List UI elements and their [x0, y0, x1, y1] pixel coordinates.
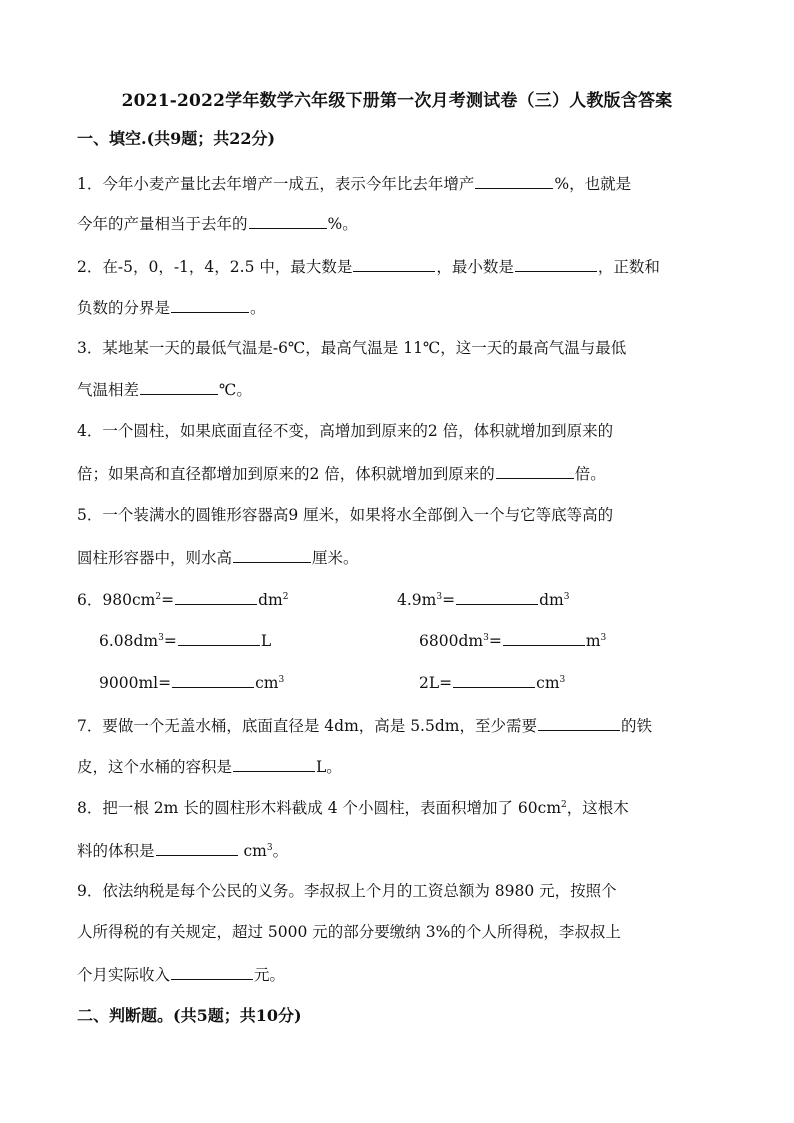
conversion-text: 6．980cm	[77, 591, 156, 609]
question-text: ，正数和	[597, 258, 660, 276]
question-5-line-1: 5．一个装满水的圆锥形容器高9 厘米，如果将水全部倒入一个与它等底等高的	[77, 506, 614, 524]
conversion-6800dm3	[419, 629, 606, 651]
question-text: 倍。	[574, 465, 606, 483]
question-text: ℃。	[219, 381, 252, 399]
question-1-line-2	[77, 212, 722, 234]
question-text: 圆柱形容器中，则水高	[77, 549, 233, 567]
conversion-4-9m3	[397, 588, 569, 610]
question-text: %。	[327, 215, 358, 233]
question-text: 7．要做一个无盖水桶，底面直径是 4dm，高是 5.5dm，至少需要	[77, 717, 537, 735]
conversion-text: 4.9m	[397, 591, 437, 609]
question-1-line-1	[77, 172, 722, 194]
superscript: 3	[563, 592, 570, 602]
question-text: 气温相差	[77, 381, 140, 399]
answer-blank[interactable]	[175, 588, 257, 605]
superscript: 3	[158, 633, 164, 643]
conversion-text: 9000ml	[99, 674, 159, 692]
question-3-line-1: 3．某地某一天的最低气温是-6℃，最高气温是 11℃，这一天的最高气温与最低	[77, 339, 627, 357]
question-text: 元。	[254, 966, 286, 984]
conversion-text: 2L	[419, 674, 440, 692]
superscript: 3	[266, 843, 273, 853]
question-text: 负数的分界是	[77, 299, 171, 317]
conversion-text: =	[158, 674, 172, 692]
question-text: 厘米。	[312, 549, 359, 567]
answer-blank[interactable]	[353, 255, 435, 272]
question-text: %，也就是	[554, 175, 632, 193]
question-9-line-2: 人所得税的有关规定，超过 5000 元的部分要缴纳 3%的个人所得税，李叔叔上	[77, 923, 621, 941]
question-text: 皮，这个水桶的容积是	[77, 758, 233, 776]
page-title: 2021-2022学年数学六年级下册第一次月考测试卷（三）人教版含答案	[121, 91, 673, 111]
question-3-line-2	[77, 378, 722, 400]
question-text: cm	[238, 842, 267, 860]
superscript: 3	[559, 675, 566, 685]
answer-blank[interactable]	[475, 172, 553, 189]
answer-blank[interactable]	[453, 671, 535, 688]
section-heading-fill-in: 一、填空.(共9题；共22分)	[77, 129, 276, 148]
question-text: 。	[272, 842, 289, 860]
answer-blank[interactable]	[496, 462, 574, 479]
question-5-line-2	[77, 546, 722, 568]
question-text: 2．在-5，0，-1，4，2.5 中，最大数是	[77, 258, 353, 276]
conversion-9000ml	[99, 671, 284, 693]
question-7-line-1	[77, 714, 722, 736]
question-text: 1．今年小麦产量比去年增产一成五，表示今年比去年增产	[77, 175, 475, 193]
conversion-text: =	[488, 632, 502, 650]
answer-blank[interactable]	[249, 212, 327, 229]
superscript: 2	[561, 800, 567, 810]
conversion-unit: cm	[536, 674, 560, 692]
conversion-unit: dm	[539, 591, 564, 609]
conversion-6-08dm3	[99, 629, 271, 651]
answer-blank[interactable]	[171, 963, 253, 980]
question-text: 的铁	[620, 717, 652, 735]
conversion-text: 6800dm	[419, 632, 484, 650]
question-9-line-3	[77, 963, 722, 985]
conversion-text: =	[161, 591, 175, 609]
answer-blank[interactable]	[538, 714, 620, 731]
answer-blank[interactable]	[140, 378, 218, 395]
conversion-unit: cm	[255, 674, 279, 692]
conversion-text: =	[163, 632, 177, 650]
question-8-line-2	[77, 839, 722, 861]
conversion-2l	[419, 671, 565, 693]
answer-blank[interactable]	[503, 629, 585, 646]
answer-blank[interactable]	[178, 629, 260, 646]
question-text: 倍；如果高和直径都增加到原来的2 倍，体积就增加到原来的	[77, 465, 495, 483]
question-text: 个月实际收入	[77, 966, 171, 984]
conversion-text: =	[439, 674, 453, 692]
answer-blank[interactable]	[233, 546, 311, 563]
question-text: ，最小数是	[436, 258, 514, 276]
answer-blank[interactable]	[172, 671, 254, 688]
question-text: 料的体积是	[77, 842, 155, 860]
conversion-980cm2	[77, 588, 288, 610]
question-text: 8．把一根 2m 长的圆柱形木料截成 4 个小圆柱，表面积增加了 60cm	[77, 799, 562, 817]
superscript: 2	[282, 592, 289, 602]
answer-blank[interactable]	[456, 588, 538, 605]
answer-blank[interactable]	[156, 839, 238, 856]
conversion-unit: dm	[258, 591, 283, 609]
answer-blank[interactable]	[171, 296, 249, 313]
question-text: ，这根木	[566, 799, 629, 817]
question-2-line-1	[77, 255, 722, 277]
superscript: 3	[436, 592, 443, 602]
question-text: L。	[316, 758, 342, 776]
question-9-line-1: 9．依法纳税是每个公民的义务。李叔叔上个月的工资总额为 8980 元，按照个	[77, 882, 617, 900]
conversion-text: =	[442, 591, 456, 609]
conversion-unit: L	[260, 632, 272, 650]
question-8-line-1	[77, 798, 722, 818]
answer-blank[interactable]	[515, 255, 597, 272]
question-4-line-1: 4．一个圆柱，如果底面直径不变，高增加到原来的2 倍，体积就增加到原来的	[77, 422, 614, 440]
answer-blank[interactable]	[233, 755, 315, 772]
conversion-unit: m	[585, 632, 601, 650]
superscript: 3	[278, 675, 285, 685]
superscript: 2	[155, 592, 162, 602]
section-heading-true-false: 二、判断题。(共5题；共10分)	[77, 1006, 302, 1025]
superscript: 3	[483, 633, 489, 643]
question-7-line-2	[77, 755, 722, 777]
question-4-line-2	[77, 462, 722, 484]
question-text: 今年的产量相当于去年的	[77, 215, 248, 233]
question-text: 。	[250, 299, 266, 317]
superscript: 3	[600, 633, 607, 643]
question-2-line-2	[77, 296, 722, 318]
conversion-text: 6.08dm	[99, 632, 159, 650]
